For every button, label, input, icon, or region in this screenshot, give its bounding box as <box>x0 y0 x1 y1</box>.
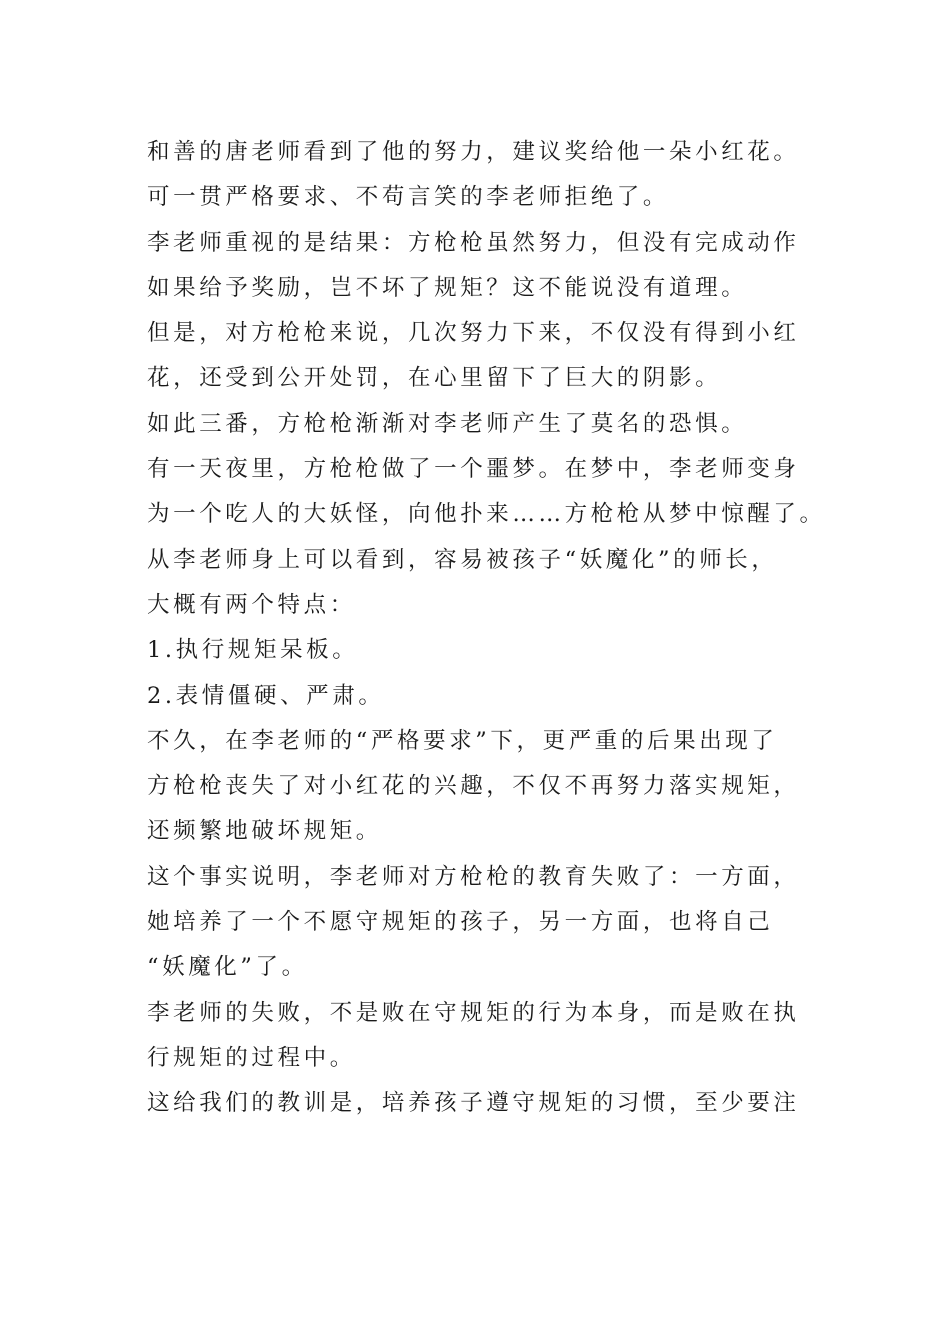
text-line: 从李老师身上可以看到，容易被孩子“妖魔化”的师长， <box>147 546 778 573</box>
text-line: 这给我们的教训是，培养孩子遵守规矩的习惯，至少要注 <box>147 1090 800 1117</box>
text-line: 大概有两个特点： <box>147 591 356 618</box>
text-line: 为一个吃人的大妖怪，向他扑来……方枪枪从梦中惊醒了。 <box>147 501 826 528</box>
text-line: 不久，在李老师的“严格要求”下，更严重的后果出现了 <box>147 727 778 754</box>
list-item: 2.表情僵硬、严肃。 <box>147 682 385 709</box>
text-line: 和善的唐老师看到了他的努力，建议奖给他一朵小红花。 <box>147 139 800 165</box>
text-line: 这个事实说明，李老师对方枪枪的教育失败了：一方面， <box>147 863 800 890</box>
text-line: 李老师的失败，不是败在守规矩的行为本身，而是败在执 <box>147 999 800 1026</box>
text-line: 花，还受到公开处罚，在心里留下了巨大的阴影。 <box>147 365 722 392</box>
text-line: “妖魔化”了。 <box>147 954 308 981</box>
text-line: 可一贯严格要求、不苟言笑的李老师拒绝了。 <box>147 184 670 211</box>
text-line: 还频繁地破坏规矩。 <box>147 818 382 845</box>
body-text <box>147 130 826 1127</box>
list-item: 1.执行规矩呆板。 <box>147 637 359 664</box>
text-line: 但是，对方枪枪来说，几次努力下来，不仅没有得到小红 <box>147 320 800 347</box>
text-line: 如此三番，方枪枪渐渐对李老师产生了莫名的恐惧。 <box>147 410 748 437</box>
text-line: 如果给予奖励，岂不坏了规矩？这不能说没有道理。 <box>147 274 748 301</box>
text-line: 行规矩的过程中。 <box>147 1044 356 1071</box>
text-line: 方枪枪丧失了对小红花的兴趣，不仅不再努力落实规矩， <box>147 773 800 800</box>
text-line: 有一天夜里，方枪枪做了一个噩梦。在梦中，李老师变身 <box>147 456 800 483</box>
text-line: 她培养了一个不愿守规矩的孩子，另一方面，也将自己 <box>147 909 774 936</box>
text-line: 李老师重视的是结果：方枪枪虽然努力，但没有完成动作 <box>147 229 800 256</box>
